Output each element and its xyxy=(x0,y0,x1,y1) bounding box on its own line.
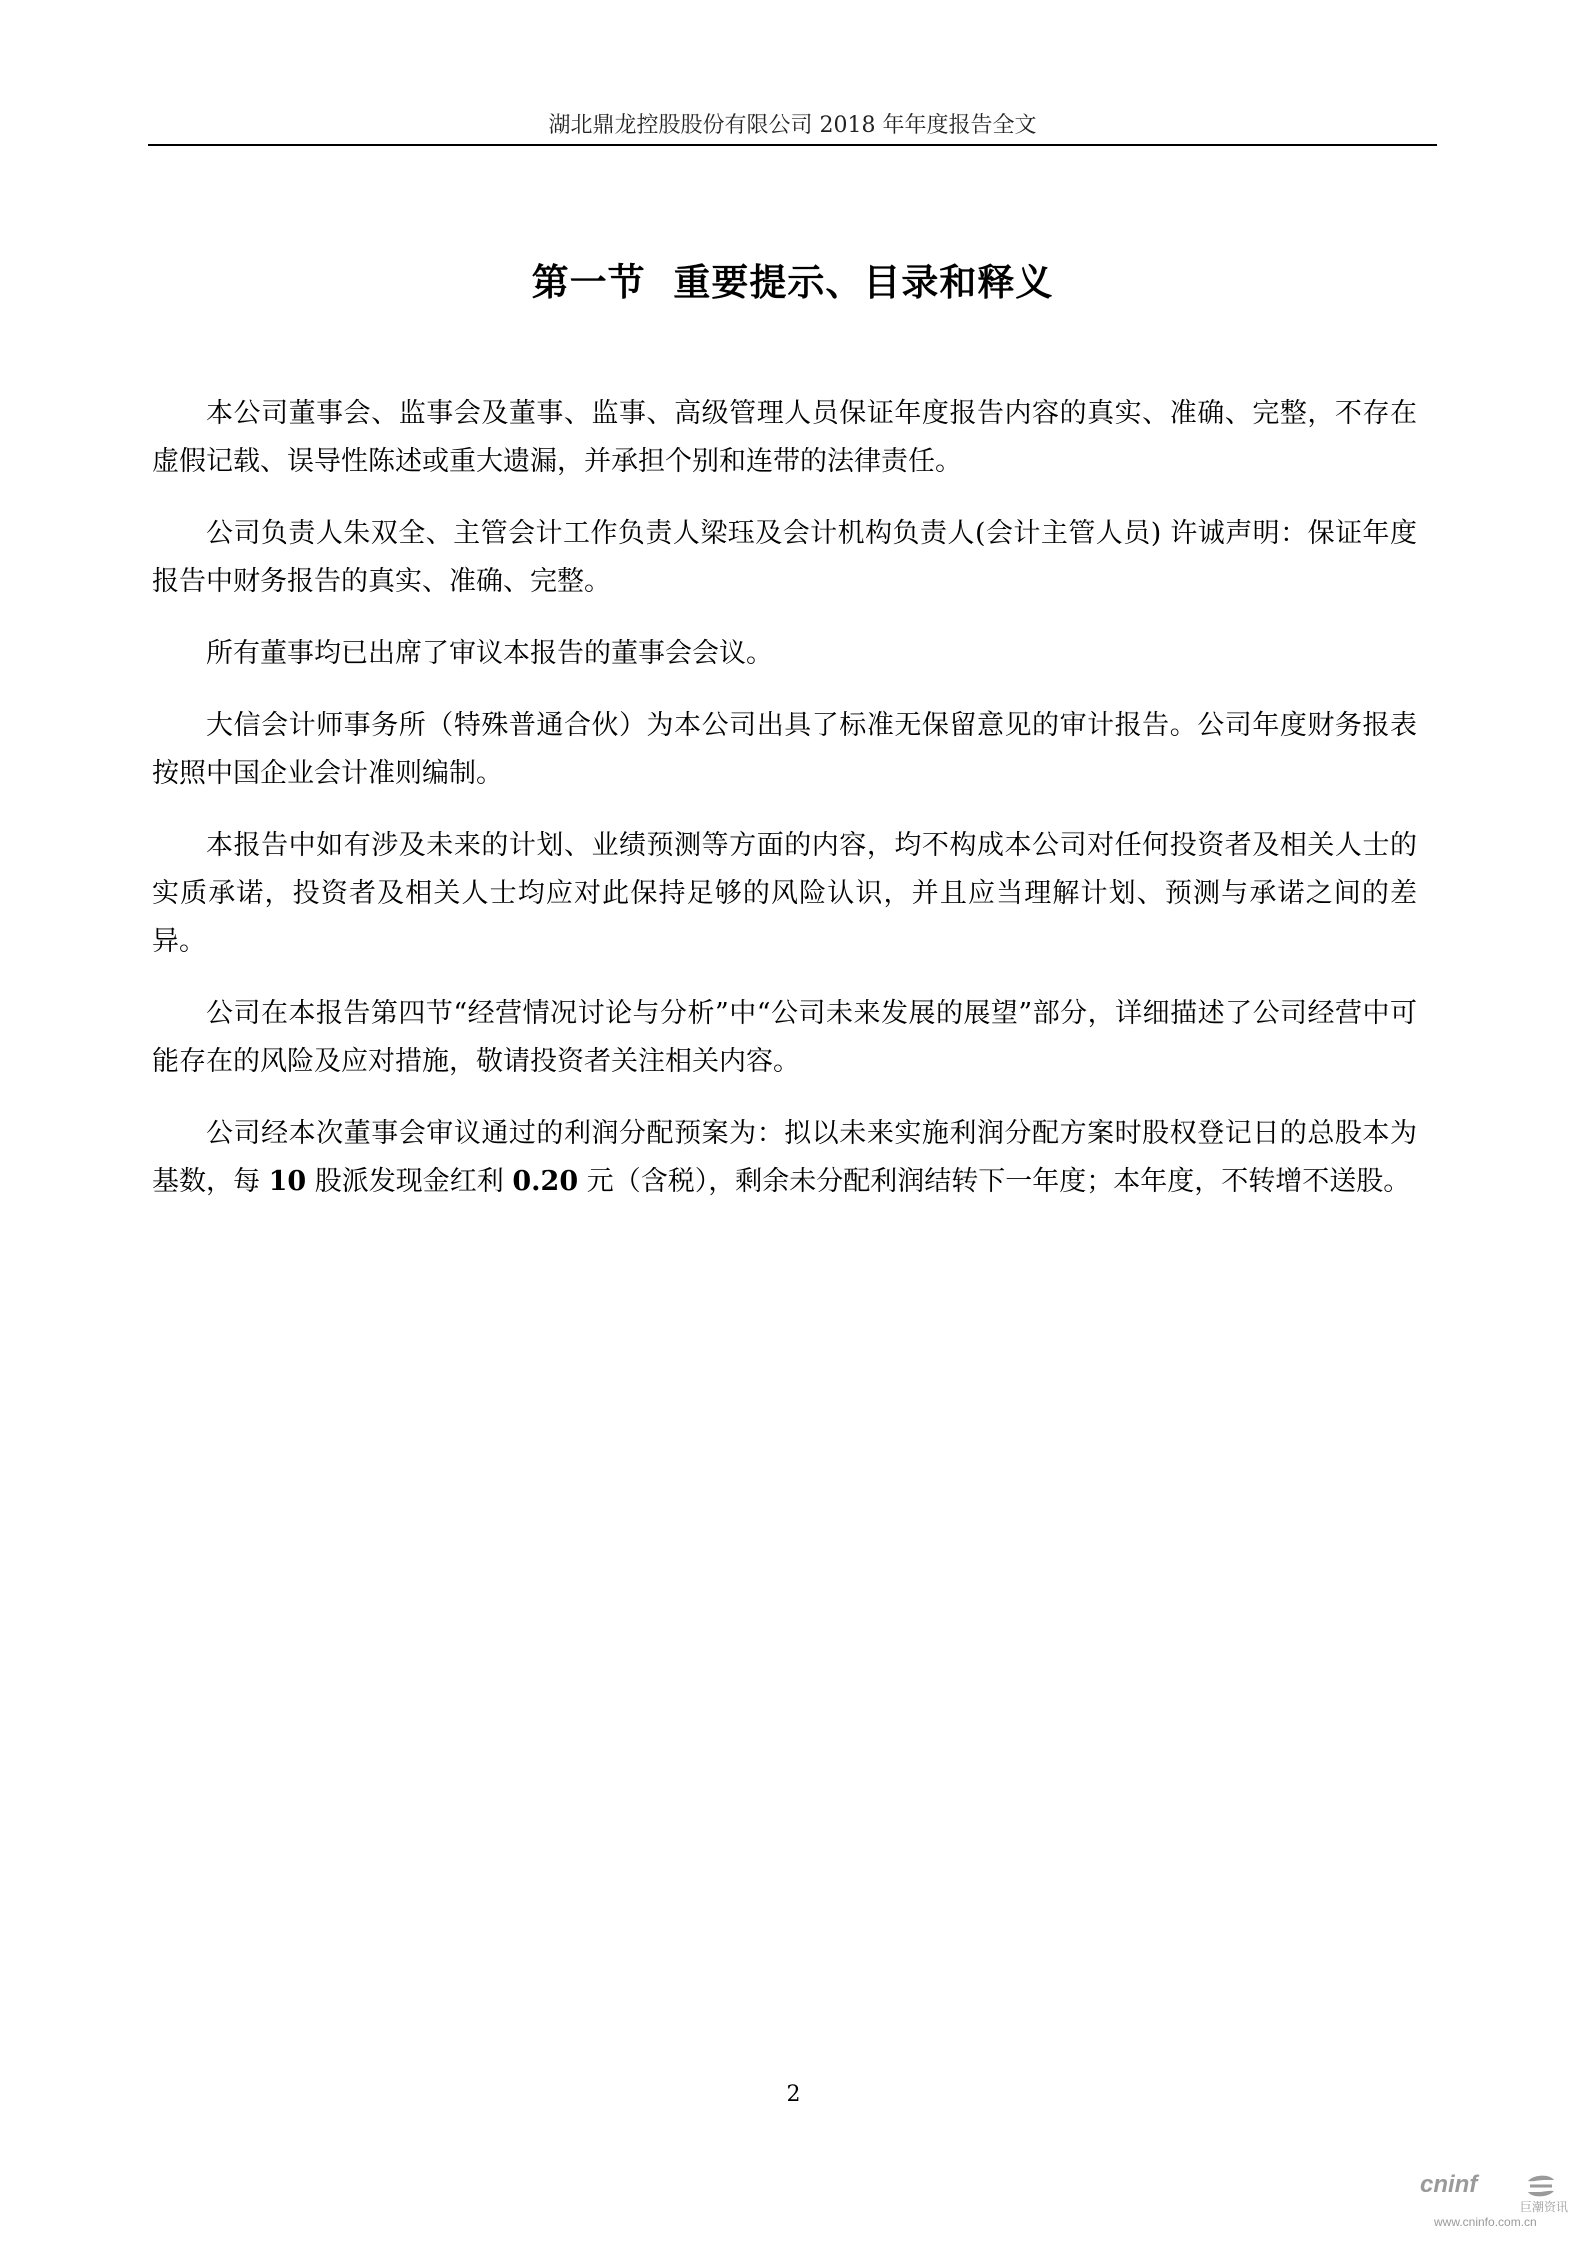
section-title: 第一节 重要提示、目录和释义 xyxy=(531,261,1054,304)
dividend-text-1: 公司经本次董事会审议通过的利润分配预案为：拟以未来实施利润分配方案时股权登记日的总股本为基数，每 xyxy=(152,1118,1417,1197)
watermark-logo-text: cninf xyxy=(1420,2171,1478,2198)
paragraph-forward-looking: 本报告中如有涉及未来的计划、业绩预测等方面的内容，均不构成本公司对任何投资者及相关人士的实质承诺，投资者及相关人士均应对此保持足够的风险认识，并且应当理解计划、预测与承诺之间的差异。 xyxy=(152,830,1417,957)
paragraph-risk: 公司在本报告第四节“经营情况讨论与分析”中“公司未来发展的展望”部分，详细描述了公司经营中可能存在的风险及应对措施，敬请投资者关注相关内容。 xyxy=(152,998,1417,1077)
dividend-shares: 10 xyxy=(268,1166,307,1197)
watermark-cn-text: 巨潮资讯 xyxy=(1520,2200,1569,2214)
paragraph-declaration: 公司负责人朱双全、主管会计工作负责人梁珏及会计机构负责人(会计主管人员) 许诚声明：保证年度报告中财务报告的真实、准确、完整。 xyxy=(152,518,1417,597)
swirl-logo-icon xyxy=(1524,2173,1558,2199)
paragraph-dividend xyxy=(152,1110,1417,1206)
watermark-url: www.cninfo.com.cn xyxy=(1434,2215,1537,2229)
header-text: 湖北鼎龙控股股份有限公司 2018 年年度报告全文 xyxy=(548,113,1037,138)
cninfo-watermark xyxy=(1420,2170,1570,2230)
paragraph-audit: 大信会计师事务所（特殊普通合伙）为本公司出具了标准无保留意见的审计报告。公司年度财务报表按照中国企业会计准则编制。 xyxy=(152,710,1417,789)
dividend-text-3: 元（含税），剩余未分配利润结转下一年度；本年度，不转增不送股。 xyxy=(578,1166,1411,1197)
paragraph-responsibility: 本公司董事会、监事会及董事、监事、高级管理人员保证年度报告内容的真实、准确、完整，不存在虚假记载、误导性陈述或重大遗漏，并承担个别和连带的法律责任。 xyxy=(152,398,1417,477)
paragraph-attendance: 所有董事均已出席了审议本报告的董事会会议。 xyxy=(206,638,773,669)
running-header xyxy=(148,108,1437,146)
dividend-amount: 0.20 xyxy=(512,1166,579,1197)
page-number: 2 xyxy=(786,2082,801,2107)
dividend-text-2: 股派发现金红利 xyxy=(306,1166,513,1197)
body-text xyxy=(152,390,1417,1230)
